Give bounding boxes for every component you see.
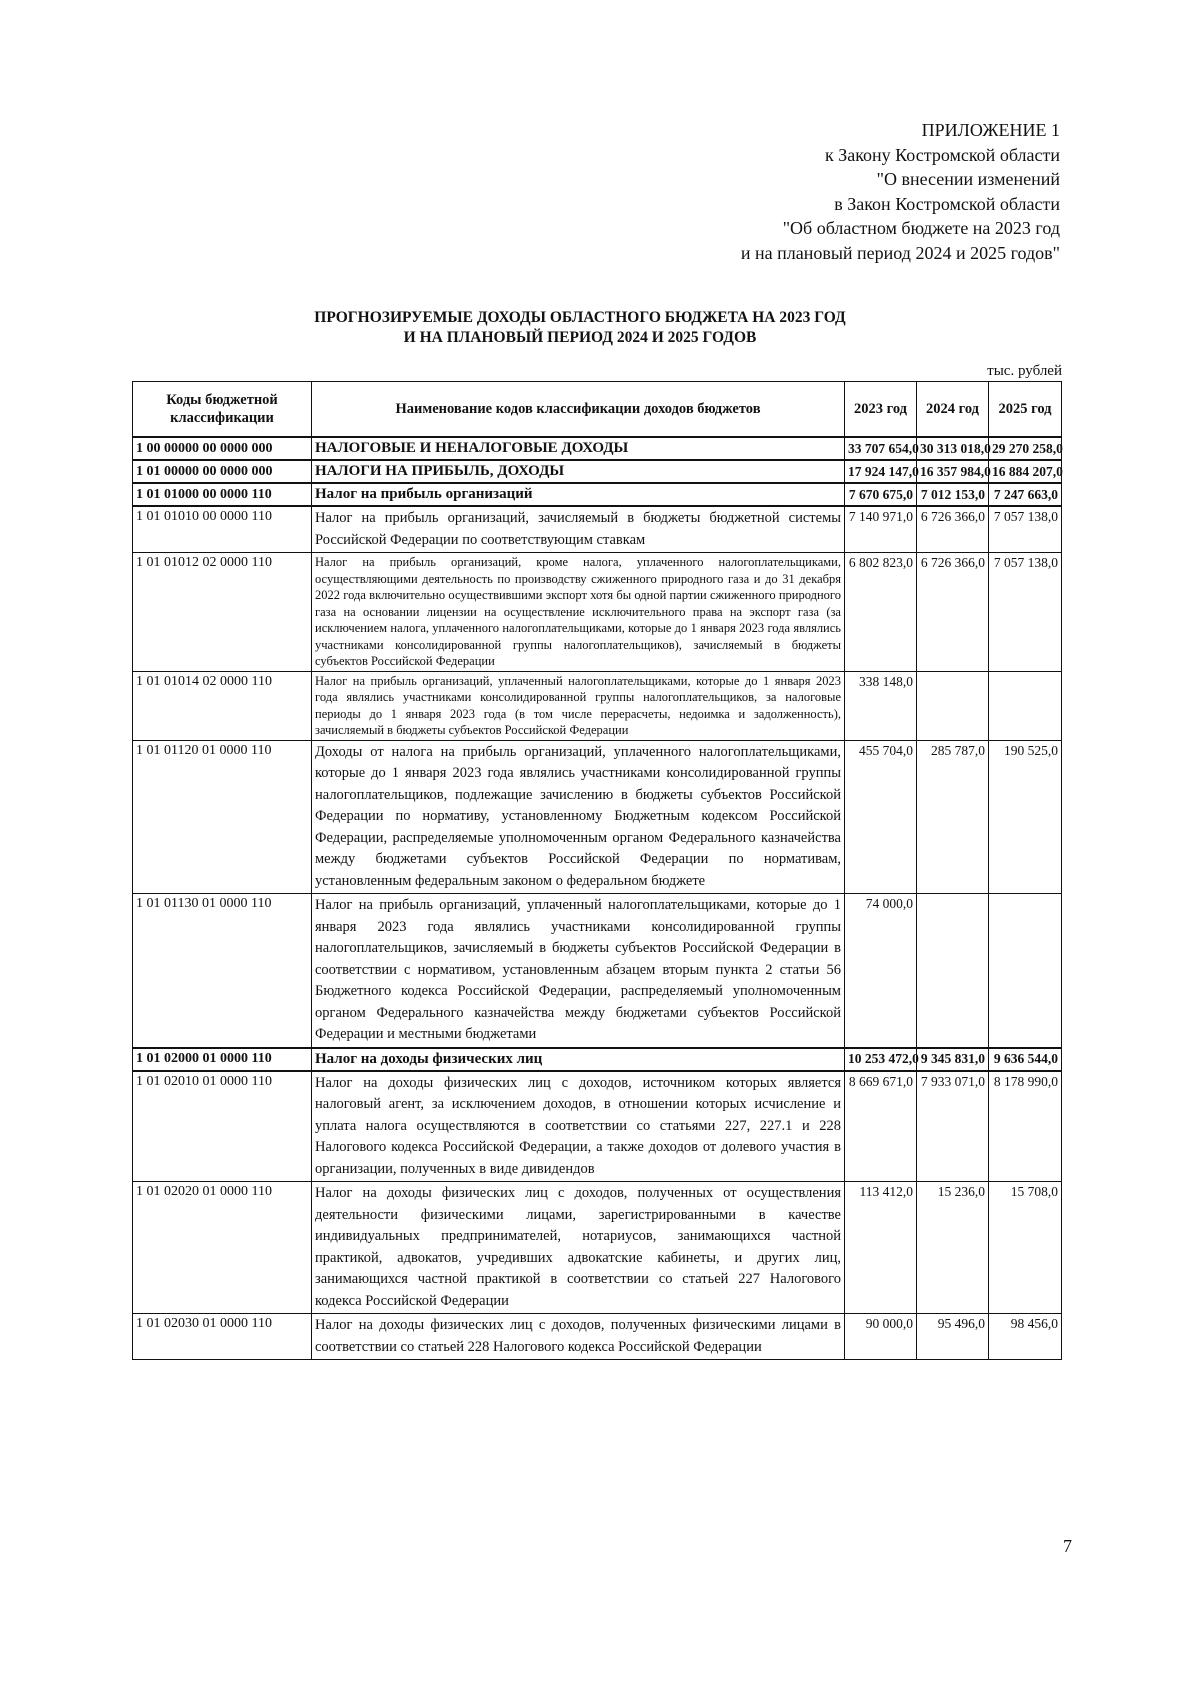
row-name: Налог на прибыль организаций bbox=[312, 483, 845, 506]
row-name: Налог на прибыль организаций, зачисляемый в бюджеты бюджетной системы Российской Федерации по соответствующим ставкам bbox=[312, 506, 845, 553]
row-value-2023: 17 924 147,0 bbox=[845, 460, 917, 483]
revenue-table bbox=[132, 381, 1062, 1360]
row-name: Налог на доходы физических лиц bbox=[312, 1048, 845, 1071]
row-value-2024: 7 012 153,0 bbox=[917, 483, 989, 506]
page-number: 7 bbox=[1063, 1536, 1072, 1556]
column-header-2024: 2024 год bbox=[917, 382, 989, 438]
row-code: 1 01 02030 01 0000 110 bbox=[133, 1314, 312, 1360]
appendix-header-line: к Закону Костромской области bbox=[824, 144, 1060, 165]
row-value-2023: 74 000,0 bbox=[845, 894, 917, 1048]
row-code: 1 01 02010 01 0000 110 bbox=[133, 1071, 312, 1182]
row-value-2023: 338 148,0 bbox=[845, 671, 917, 740]
row-name: Налог на доходы физических лиц с доходов, полученных от осуществления деятельности физическими лицами, зарегистрированными в качестве индивидуальных предпринимателей, нотариусов, занимающихся частной практикой, адвокатов, учредивших адвокатские кабинеты, и других лиц, занимающихся частной практикой в соответствии со статьей 227 Налогового кодекса Российской Федерации bbox=[312, 1182, 845, 1314]
column-header-2025: 2025 год bbox=[989, 382, 1062, 438]
row-value-2024: 6 726 366,0 bbox=[917, 506, 989, 553]
table-row bbox=[133, 437, 1062, 460]
table-row bbox=[133, 740, 1062, 894]
table-row bbox=[133, 671, 1062, 740]
appendix-header-line: и на плановый период 2024 и 2025 годов" bbox=[740, 242, 1060, 263]
row-value-2025: 190 525,0 bbox=[989, 740, 1062, 894]
table-row bbox=[133, 1071, 1062, 1182]
row-value-2023: 7 140 971,0 bbox=[845, 506, 917, 553]
table-header-row bbox=[133, 382, 1062, 438]
row-code: 1 01 01000 00 0000 110 bbox=[133, 483, 312, 506]
units-label: тыс. рублей bbox=[987, 363, 1062, 379]
appendix-header-line: ПРИЛОЖЕНИЕ 1 bbox=[921, 120, 1060, 140]
row-value-2024 bbox=[917, 671, 989, 740]
document-title-line: ПРОГНОЗИРУЕМЫЕ ДОХОДЫ ОБЛАСТНОГО БЮДЖЕТА НА 2023 ГОД bbox=[314, 309, 846, 326]
row-name: НАЛОГОВЫЕ И НЕНАЛОГОВЫЕ ДОХОДЫ bbox=[312, 437, 845, 460]
row-value-2025: 29 270 258,0 bbox=[989, 437, 1062, 460]
row-value-2025 bbox=[989, 894, 1062, 1048]
row-value-2025: 15 708,0 bbox=[989, 1182, 1062, 1314]
appendix-header bbox=[741, 118, 1060, 265]
appendix-header-line: в Закон Костромской области bbox=[834, 193, 1060, 214]
row-code: 1 01 02000 01 0000 110 bbox=[133, 1048, 312, 1071]
row-value-2023: 7 670 675,0 bbox=[845, 483, 917, 506]
row-value-2024: 15 236,0 bbox=[917, 1182, 989, 1314]
row-code: 1 01 01014 02 0000 110 bbox=[133, 671, 312, 740]
column-header-2023: 2023 год bbox=[845, 382, 917, 438]
row-value-2025: 8 178 990,0 bbox=[989, 1071, 1062, 1182]
row-code: 1 01 01012 02 0000 110 bbox=[133, 553, 312, 672]
row-value-2024: 16 357 984,0 bbox=[917, 460, 989, 483]
row-value-2024 bbox=[917, 894, 989, 1048]
row-value-2023: 455 704,0 bbox=[845, 740, 917, 894]
row-value-2023: 8 669 671,0 bbox=[845, 1071, 917, 1182]
document-title bbox=[130, 308, 1030, 348]
row-value-2025 bbox=[989, 671, 1062, 740]
row-value-2023: 113 412,0 bbox=[845, 1182, 917, 1314]
table-row bbox=[133, 460, 1062, 483]
row-value-2024: 95 496,0 bbox=[917, 1314, 989, 1360]
row-name: Налог на прибыль организаций, уплаченный налогоплательщиками, которые до 1 января 2023 года являлись участниками консолидированной группы налогоплательщиков, за налоговые периоды до 1 января 2023 года (в том числе перерасчеты, недоимка и задолженность), зачисляемый в бюджеты субъектов Российской Федерации bbox=[312, 671, 845, 740]
row-code: 1 01 01130 01 0000 110 bbox=[133, 894, 312, 1048]
row-value-2025: 7 057 138,0 bbox=[989, 506, 1062, 553]
row-code: 1 00 00000 00 0000 000 bbox=[133, 437, 312, 460]
row-value-2025: 7 057 138,0 bbox=[989, 553, 1062, 672]
document-title-line: И НА ПЛАНОВЫЙ ПЕРИОД 2024 И 2025 ГОДОВ bbox=[403, 329, 757, 346]
row-code: 1 01 00000 00 0000 000 bbox=[133, 460, 312, 483]
table-row bbox=[133, 506, 1062, 553]
row-code: 1 01 01120 01 0000 110 bbox=[133, 740, 312, 894]
row-value-2024: 6 726 366,0 bbox=[917, 553, 989, 672]
table-row bbox=[133, 1314, 1062, 1360]
row-value-2023: 33 707 654,0 bbox=[845, 437, 917, 460]
row-value-2023: 6 802 823,0 bbox=[845, 553, 917, 672]
column-header-code: Коды бюджетной классификации bbox=[133, 382, 312, 438]
table-row bbox=[133, 483, 1062, 506]
row-value-2024: 285 787,0 bbox=[917, 740, 989, 894]
row-value-2025: 98 456,0 bbox=[989, 1314, 1062, 1360]
row-name: Налог на доходы физических лиц с доходов, источником которых является налоговый агент, за исключением доходов, в отношении которых исчисление и уплата налога осуществляются в соответствии со статьями 227, 227.1 и 228 Налогового кодекса Российской Федерации, а также доходов от долевого участия в организации, полученных в виде дивидендов bbox=[312, 1071, 845, 1182]
row-value-2023: 90 000,0 bbox=[845, 1314, 917, 1360]
row-value-2025: 16 884 207,0 bbox=[989, 460, 1062, 483]
appendix-header-line: "Об областном бюджете на 2023 год bbox=[782, 218, 1060, 238]
row-code: 1 01 01010 00 0000 110 bbox=[133, 506, 312, 553]
table-row bbox=[133, 1182, 1062, 1314]
row-value-2024: 30 313 018,0 bbox=[917, 437, 989, 460]
appendix-header-line: "О внесении изменений bbox=[876, 169, 1060, 189]
row-name: Доходы от налога на прибыль организаций, уплаченного налогоплательщиками, которые до 1 января 2023 года являлись участниками консолидированной группы налогоплательщиков, подлежащие зачислению в бюджеты субъектов Российской Федерации по нормативу, установленному Бюджетным кодексом Российской Федерации, распределяемые уполномоченным органом Федерального казначейства между бюджетами субъектов Российской Федерации по нормативам, установленным федеральным законом о федеральном бюджете bbox=[312, 740, 845, 894]
row-name: Налог на прибыль организаций, уплаченный налогоплательщиками, которые до 1 января 2023 года являлись участниками консолидированной группы налогоплательщиков, зачисляемый в бюджеты субъектов Российской Федерации в соответствии с нормативом, установленным абзацем вторым пункта 2 статьи 56 Бюджетного кодекса Российской Федерации, распределяемый уполномоченным органом Федерального казначейства между бюджетами субъектов Российской Федерации и местными бюджетами bbox=[312, 894, 845, 1048]
row-name: Налог на прибыль организаций, кроме налога, уплаченного налогоплательщиками, осуществляющими деятельность по производству сжиженного природного газа и до 31 декабря 2022 года включительно осуществившими экспорт хотя бы одной партии сжиженного природного газа на основании лицензии на осуществление исключительного права на экспорт газа (за исключением налога, уплаченного налогоплательщиками, которые до 1 января 2023 года являлись участниками консолидированной группы налогоплательщиков), зачисляемый в бюджеты субъектов Российской Федерации bbox=[312, 553, 845, 672]
table-row bbox=[133, 894, 1062, 1048]
row-code: 1 01 02020 01 0000 110 bbox=[133, 1182, 312, 1314]
table-row bbox=[133, 553, 1062, 672]
row-name: Налог на доходы физических лиц с доходов, полученных физическими лицами в соответствии со статьей 228 Налогового кодекса Российской Федерации bbox=[312, 1314, 845, 1360]
table-row bbox=[133, 1048, 1062, 1071]
row-value-2025: 9 636 544,0 bbox=[989, 1048, 1062, 1071]
row-value-2025: 7 247 663,0 bbox=[989, 483, 1062, 506]
row-value-2023: 10 253 472,0 bbox=[845, 1048, 917, 1071]
column-header-name: Наименование кодов классификации доходов бюджетов bbox=[312, 382, 845, 438]
row-value-2024: 9 345 831,0 bbox=[917, 1048, 989, 1071]
row-value-2024: 7 933 071,0 bbox=[917, 1071, 989, 1182]
row-name: НАЛОГИ НА ПРИБЫЛЬ, ДОХОДЫ bbox=[312, 460, 845, 483]
